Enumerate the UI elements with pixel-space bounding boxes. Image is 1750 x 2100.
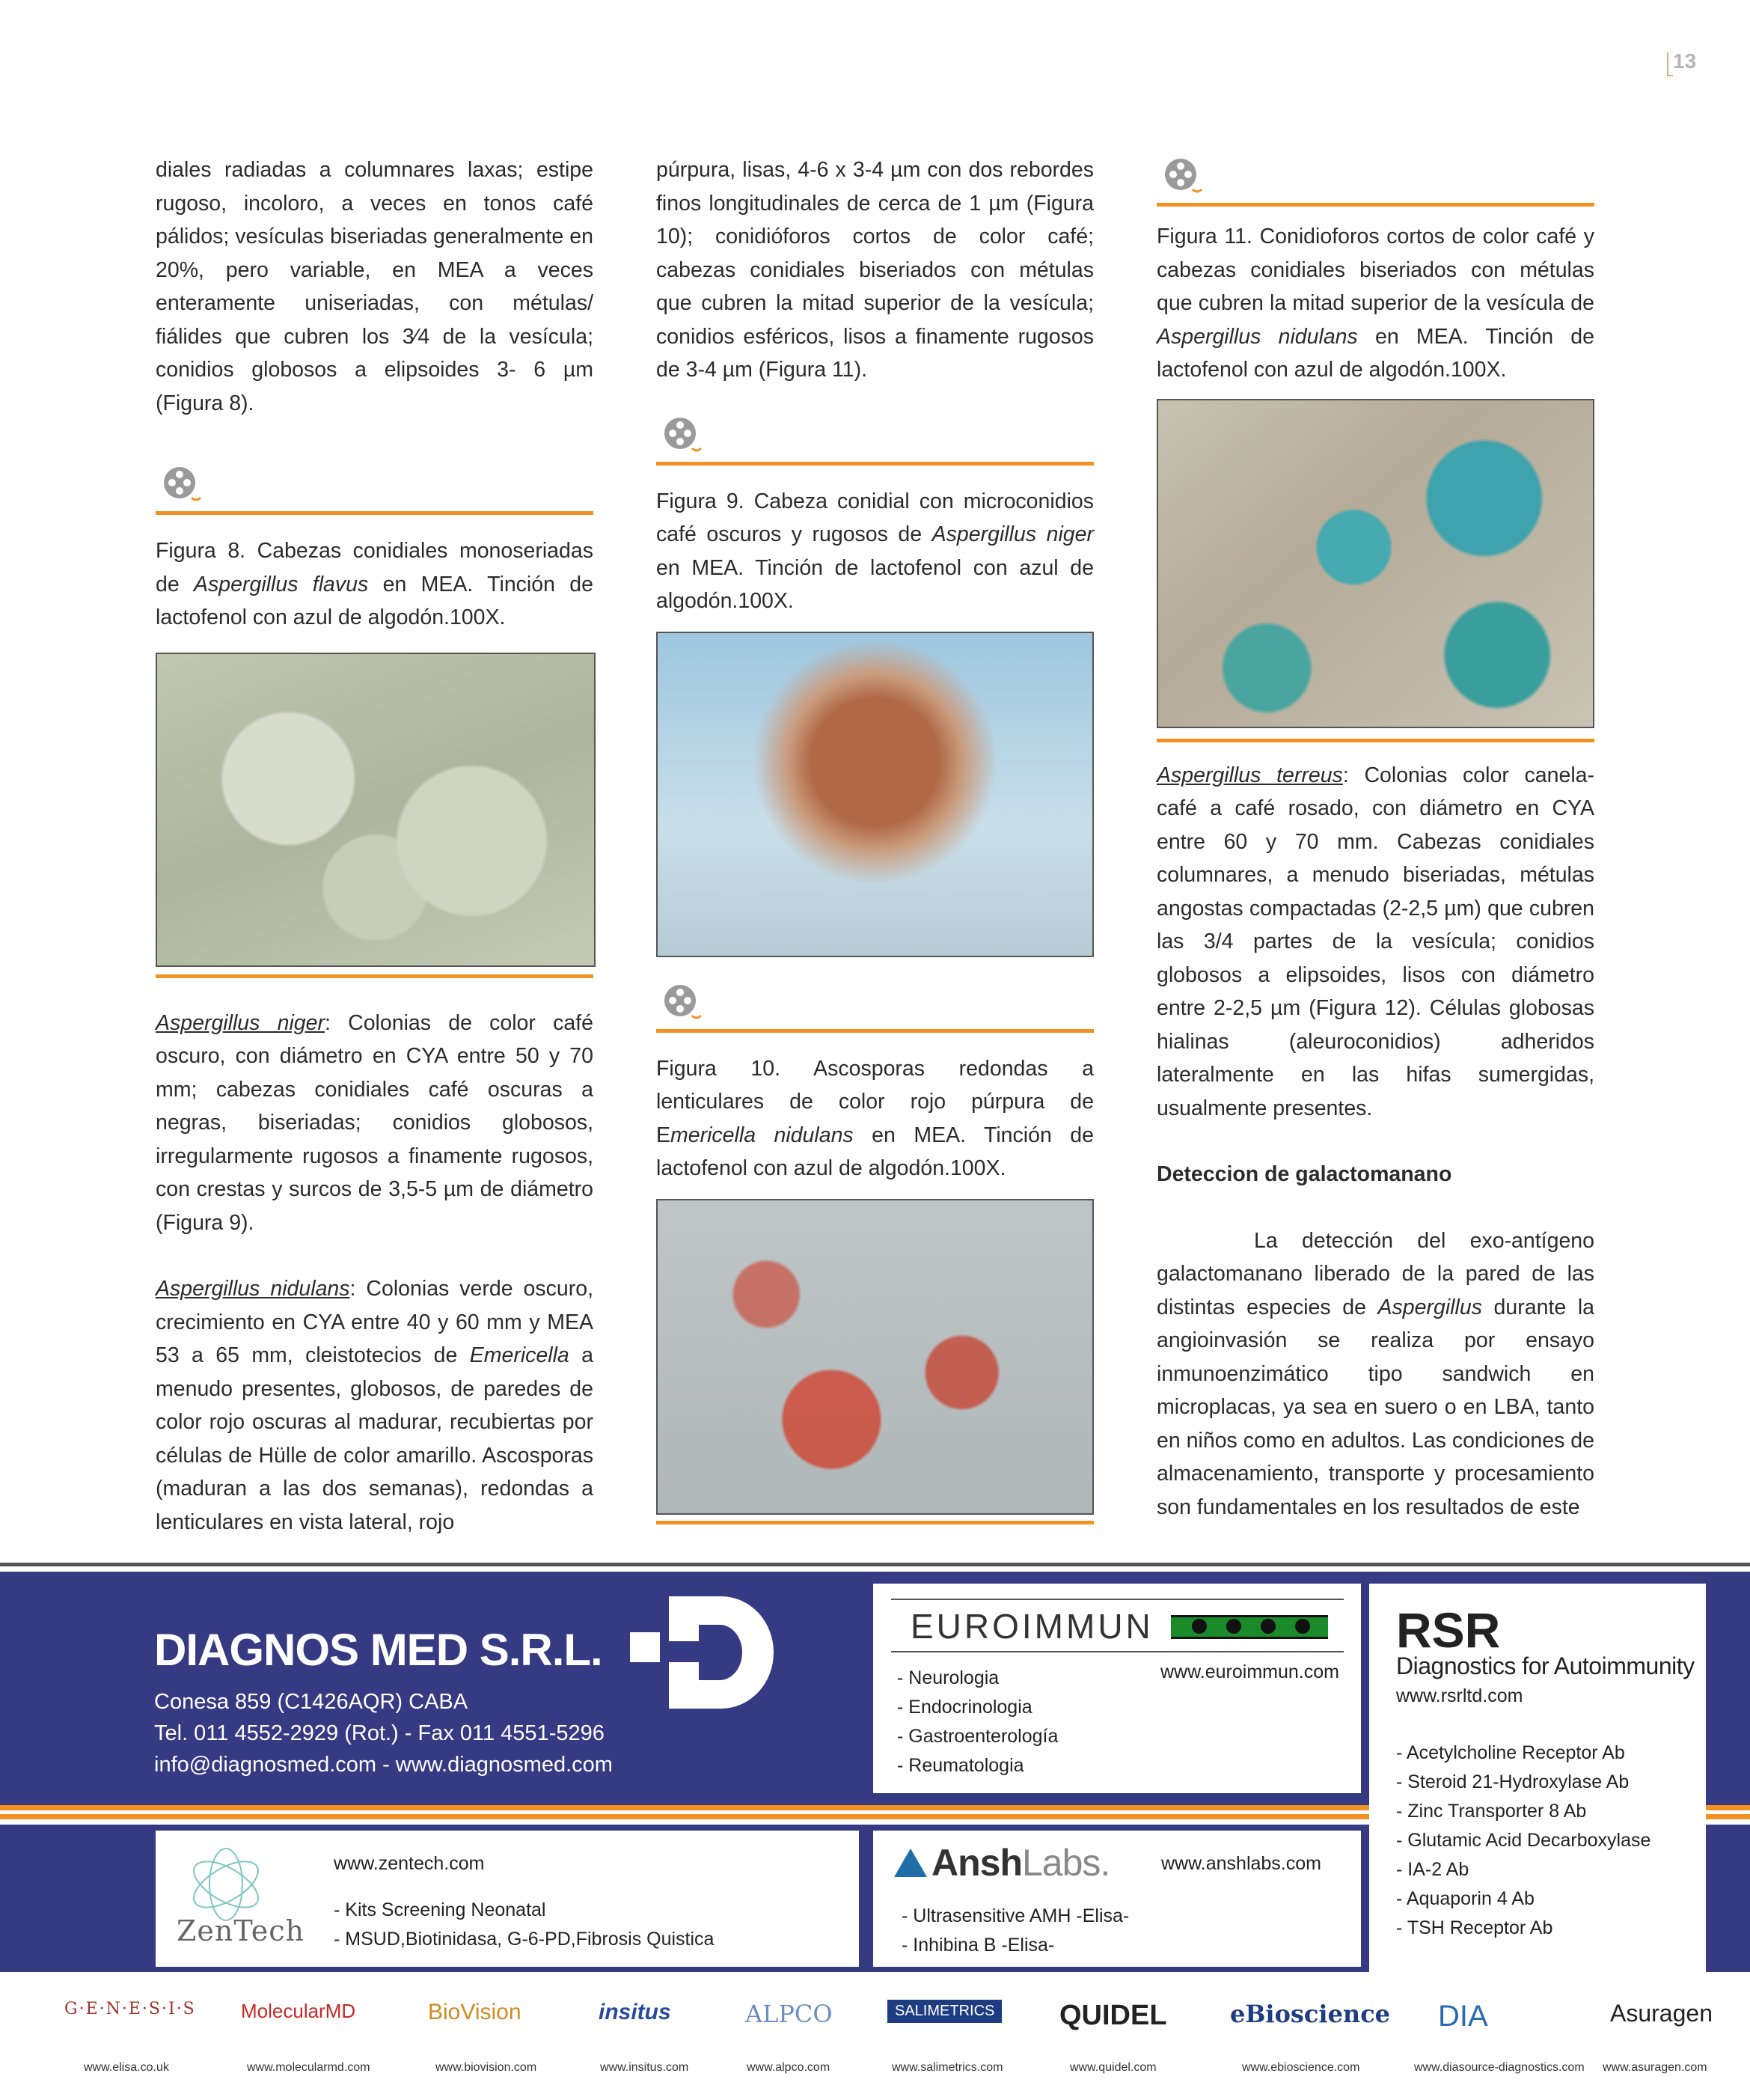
- diagnos-name: DIAGNOS MED S.R.L.: [154, 1625, 602, 1675]
- figure-9-caption: Figura 9. Cabeza conidial con microconidios café oscuros y rugosos de Aspergillus niger en MEA. Tinción de lactofenol con azul de algodón.100X.: [656, 489, 1094, 613]
- divider: [891, 1599, 1344, 1600]
- list-item: - Inhibina B -Elisa-: [902, 1935, 1055, 1956]
- list-item: - Zinc Transporter 8 Ab: [1396, 1801, 1587, 1822]
- list-item: - Reumatologia: [897, 1755, 1024, 1776]
- molecularmd-url[interactable]: www.molecularmd.com: [247, 2061, 370, 2074]
- list-item: - MSUD,Biotinidasa, G-6-PD,Fibrosis Quistica: [334, 1929, 715, 1950]
- page-number: 13: [1673, 49, 1697, 73]
- alpco-logo[interactable]: ALPCO: [745, 2000, 833, 2028]
- ebioscience-logo[interactable]: eBioscience: [1230, 2000, 1391, 2028]
- text-column-3: [1157, 153, 1594, 1524]
- list-item: - TSH Receptor Ab: [1396, 1917, 1553, 1938]
- diagnos-phone: Tel. 011 4552-2929 (Rot.) - Fax 011 4551-5296: [154, 1721, 605, 1745]
- rsr-ad[interactable]: [1369, 1584, 1706, 1974]
- quidel-logo[interactable]: QUIDEL: [1059, 2000, 1167, 2031]
- list-item: - Steroid 21-Hydroxylase Ab: [1396, 1771, 1630, 1792]
- divider: [891, 1651, 1344, 1652]
- list-item: - Gastroenterología: [897, 1726, 1059, 1747]
- niger-paragraph: Aspergillus niger: Colonias de color café oscuro, con diámetro en CYA entre 50 y 70 mm; cabezas conidiales café oscuras a negras, biseriadas; conidios globosos, irregularmente rugosos a finamente rugosos, con crestas y surcos de 3,5-5 µm de diámetro (Figura 9).: [156, 1010, 593, 1235]
- zentech-ad[interactable]: [156, 1831, 859, 1967]
- paragraph: púrpura, lisas, 4-6 x 3-4 µm con dos rebordes finos longitudinales de cerca de 1 µm (Figura 10); conidióforos cortos de color café; cabezas conidiales biseriados con métulas que cubren la mitad superior de la vesícula; conidios esféricos, lisos a finamente rugosos de 3-4 µm (Figura 11).: [656, 158, 1094, 382]
- euroimmun-url[interactable]: www.euroimmun.com: [1160, 1661, 1339, 1682]
- anshlabs-url[interactable]: www.anshlabs.com: [1161, 1853, 1321, 1874]
- list-item: - Glutamic Acid Decarboxylase: [1396, 1830, 1651, 1851]
- molecularmd-logo[interactable]: MolecularMD: [241, 2000, 356, 2022]
- rsr-subtitle: Diagnostics for Autoimmunity: [1396, 1652, 1695, 1679]
- zentech-logo: ZenTech: [177, 1914, 305, 1947]
- list-item: - Endocrinologia: [897, 1697, 1032, 1718]
- figure-8-caption: Figura 8. Cabezas conidiales monoseriadas de Aspergillus flavus en MEA. Tinción de lactofenol con azul de algodón.100X.: [156, 539, 594, 629]
- triangle-icon: [894, 1849, 927, 1877]
- nidulans-paragraph: Aspergillus nidulans: Colonias verde oscuro, crecimiento en CYA entre 40 y 60 mm y MEA 53 a 65 mm, cleistotecios de Emericella a menudo presentes, globosos, de paredes de color rojo oscuras al madurar, recubiertas por células de Hülle de color amarillo. Ascosporas (maduran a las dos semanas), redondas a lenticulares en vista lateral, rojo: [156, 1277, 593, 1534]
- film-reel-icon: [1163, 156, 1202, 195]
- list-item: - Acetylcholine Receptor Ab: [1396, 1742, 1625, 1763]
- insitus-logo[interactable]: insitus: [599, 2000, 671, 2024]
- genesis-url[interactable]: www.elisa.co.uk: [84, 2061, 169, 2074]
- text-column-2: [656, 153, 1094, 1524]
- diagnos-logo-icon: [630, 1596, 795, 1709]
- list-item: - IA-2 Ab: [1396, 1859, 1469, 1880]
- figure-9-micrograph: [656, 632, 1094, 957]
- insitus-url[interactable]: www.insitus.com: [600, 2061, 689, 2074]
- galactomanano-paragraph: La detección del exo-antígeno galactomanano liberado de la pared de las distintas especies de Aspergillus durante la angioinvasión se realiza por ensayo inmunoenzimático tipo sandwich en microplacas, ya sea en suero o en LBA, tanto en niños como en adultos. Las condiciones de almacenamiento, transporte y procesamiento son fundamentales en los resultados de este: [1157, 1228, 1594, 1519]
- asuragen-url[interactable]: www.asuragen.com: [1603, 2061, 1707, 2074]
- film-reel-icon: [162, 465, 201, 504]
- quidel-url[interactable]: www.quidel.com: [1070, 2061, 1157, 2074]
- euroimmun-ad[interactable]: [873, 1584, 1361, 1793]
- euroimmun-logo: EUROIMMUN: [911, 1607, 1154, 1646]
- diasource-url[interactable]: www.diasource-diagnostics.com: [1414, 2061, 1585, 2074]
- rsr-url[interactable]: www.rsrltd.com: [1396, 1685, 1523, 1706]
- salimetrics-logo[interactable]: SALIMETRICS: [887, 2000, 1002, 2023]
- diagnos-address: Conesa 859 (C1426AQR) CABA: [154, 1690, 468, 1714]
- sponsor-logos: [45, 1985, 1713, 2087]
- footer-rule: [0, 1563, 1750, 1566]
- asuragen-logo[interactable]: Asuragen: [1610, 2000, 1713, 2027]
- figure-10-micrograph: [656, 1199, 1094, 1515]
- rsr-logo: RSR: [1396, 1602, 1501, 1658]
- anshlabs-ad[interactable]: [873, 1831, 1361, 1967]
- list-item: - Aquaporin 4 Ab: [1396, 1888, 1535, 1909]
- figure-11-caption: Figura 11. Conidioforos cortos de color café y cabezas conidiales biseriados con métulas que cubren la mitad superior de la vesícula de Aspergillus nidulans en MEA. Tinción de lactofenol con azul de algodón.100X.: [1157, 225, 1594, 382]
- film-reel-icon: [662, 983, 701, 1022]
- list-item: - Ultrasensitive AMH -Elisa-: [902, 1905, 1130, 1926]
- section-heading: Deteccion de galactomanano: [1157, 1162, 1452, 1186]
- figure-8-micrograph: [156, 653, 596, 967]
- salimetrics-url[interactable]: www.salimetrics.com: [892, 2061, 1003, 2074]
- euroimmun-logo-bar-icon: [1171, 1615, 1328, 1639]
- paragraph: diales radiadas a columnares laxas; estipe rugoso, incoloro, a veces en tonos café pálidos; vesículas biseriadas generalmente en 20%, pero variable, en MEA a veces enteramente uniseriadas, con métulas/ fiálides que cubren los 3⁄4 de la vesícula; conidios globosos a elipsoides 3- 6 µm (Figura 8).: [156, 158, 593, 415]
- biovision-url[interactable]: www.biovision.com: [435, 2061, 537, 2074]
- terreus-paragraph: Aspergillus terreus: Colonias color canela-café a café rosado, con diámetro en CYA entre 60 y 70 mm. Cabezas conidiales columnares, a menudo biseriadas, métulas angostas compactadas (2-2,5 µm) que cubren las 3/4 partes de la vesícula; conidios globosos a elipsoides, lisos con diámetro entre 2-2,5 µm (Figura 12). Células globosas hialinas (aleuroconidios) adheridos lateralmente en las hifas sumergidas, usualmente presentes.: [1157, 763, 1594, 1120]
- divider: [656, 1521, 1094, 1524]
- figure-10-caption: Figura 10. Ascosporas redondas a lenticulares de color rojo púrpura de Emericella nidulans en MEA. Tinción de lactofenol con azul de algodón.100X.: [656, 1056, 1094, 1180]
- biovision-logo[interactable]: BioVision: [428, 2000, 521, 2024]
- figure-11-micrograph: [1157, 399, 1594, 728]
- anshlabs-logo: AnshLabs.: [894, 1841, 1110, 1884]
- ebioscience-url[interactable]: www.ebioscience.com: [1242, 2061, 1360, 2074]
- zentech-url[interactable]: www.zentech.com: [334, 1853, 485, 1874]
- text-column-1: [156, 153, 593, 1539]
- list-item: - Neurologia: [897, 1667, 1000, 1688]
- diagnos-web[interactable]: info@diagnosmed.com - www.diagnosmed.com: [154, 1753, 613, 1777]
- film-reel-icon: [662, 415, 701, 454]
- genesis-logo[interactable]: G·E·N·E·S·I·S: [64, 2000, 196, 2018]
- diasource-logo[interactable]: DIA: [1438, 2000, 1488, 2033]
- alpco-url[interactable]: www.alpco.com: [747, 2061, 830, 2074]
- list-item: - Kits Screening Neonatal: [334, 1899, 546, 1920]
